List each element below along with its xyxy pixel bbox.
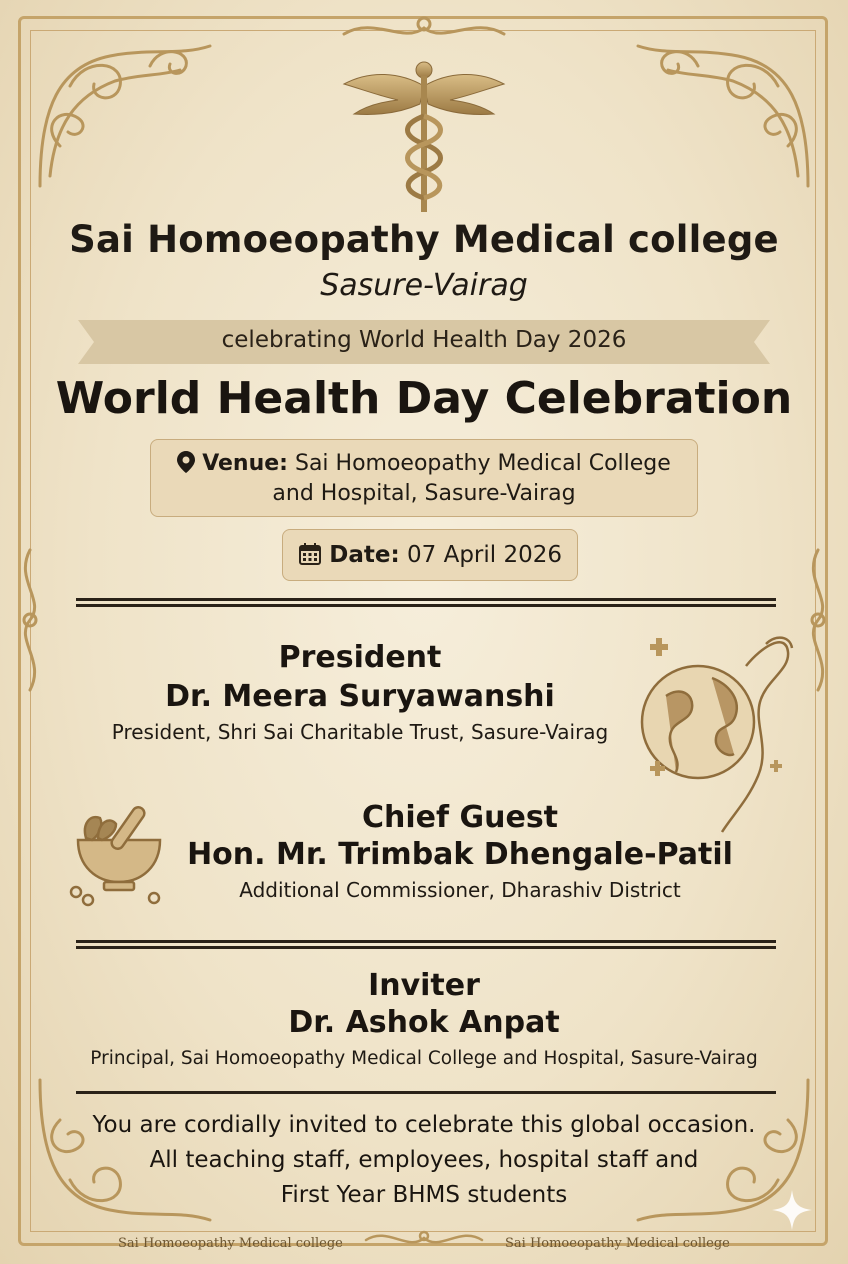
- map-pin-icon: [177, 451, 195, 473]
- inviter-section: [24, 968, 824, 1069]
- footer-text-left: Sai Homoeopathy Medical college: [118, 1236, 343, 1251]
- chief-guest-role: Chief Guest: [361, 800, 559, 835]
- corner-ornament-top-left: [30, 26, 220, 196]
- chief-guest-section: [160, 800, 760, 902]
- top-flourish: [334, 10, 514, 50]
- left-side-flourish: [10, 540, 50, 700]
- college-title: Sai Homoeopathy Medical college: [69, 218, 779, 261]
- inviter-description: Principal, Sai Homoeopathy Medical College and Hospital, Sasure-Vairag: [90, 1048, 758, 1069]
- inviter-name: Dr. Ashok Anpat: [288, 1005, 560, 1040]
- president-role: President: [278, 640, 442, 675]
- calendar-icon: [298, 542, 322, 566]
- sparkle-icon: [770, 1188, 814, 1232]
- mortar-pestle-icon: [64, 796, 174, 910]
- president-description: President, Shri Sai Charitable Trust, Sasure-Vairag: [111, 720, 609, 744]
- right-side-flourish: [798, 540, 838, 700]
- divider-3: [76, 1091, 776, 1095]
- date-label: Date:: [329, 542, 400, 568]
- divider-2: [76, 940, 776, 950]
- date-box: [282, 529, 578, 581]
- chief-guest-description: Additional Commissioner, Dharashiv District: [239, 878, 681, 902]
- president-section: [60, 640, 660, 744]
- venue-line2: and Hospital, Sasure-Vairag: [272, 481, 576, 506]
- inviter-role: Inviter: [368, 968, 480, 1003]
- invitation-line1: You are cordially invited to celebrate this global occasion.: [92, 1112, 756, 1138]
- invitation-line3: First Year BHMS students: [280, 1182, 568, 1208]
- bottom-flourish: [360, 1222, 488, 1258]
- caduceus-icon: [340, 56, 508, 216]
- event-title: World Health Day Celebration: [55, 373, 793, 424]
- invitation-line2: All teaching staff, employees, hospital staff and: [149, 1147, 699, 1173]
- venue-line1: Sai Homoeopathy Medical College: [294, 451, 671, 476]
- divider-1: [76, 598, 776, 608]
- invitation-text: [0, 1108, 848, 1213]
- venue-box: [150, 439, 698, 517]
- ribbon-text: celebrating World Health Day 2026: [221, 327, 627, 353]
- venue-label: Venue:: [202, 451, 288, 476]
- corner-ornament-top-right: [628, 26, 818, 196]
- date-value: 07 April 2026: [407, 542, 563, 568]
- footer-text-right: Sai Homoeopathy Medical college: [505, 1236, 730, 1251]
- college-location: Sasure-Vairag: [320, 268, 528, 303]
- chief-guest-name: Hon. Mr. Trimbak Dhengale-Patil: [187, 837, 733, 872]
- president-name: Dr. Meera Suryawanshi: [165, 679, 555, 714]
